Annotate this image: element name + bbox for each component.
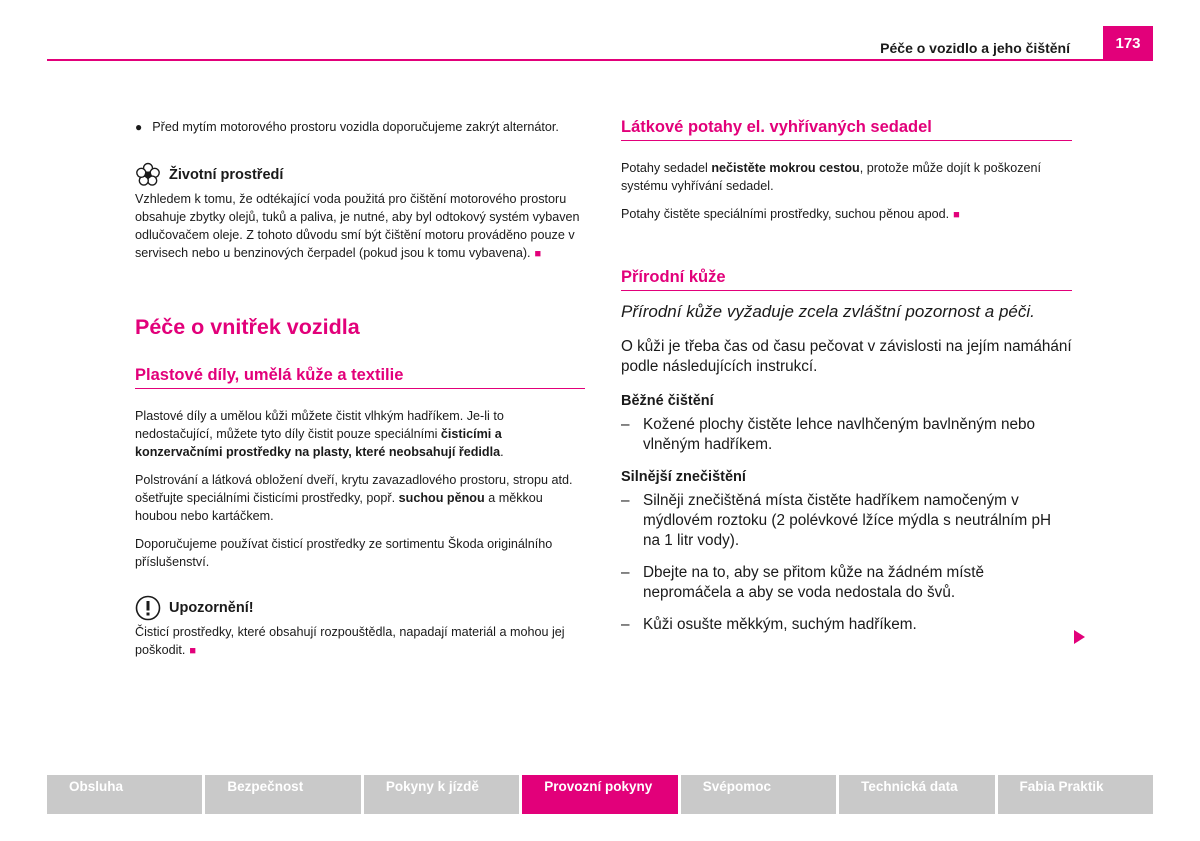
continue-arrow-icon (1074, 630, 1085, 644)
chapter-nav (47, 775, 1153, 814)
tab-svepomoc[interactable]: Svépomoc (681, 775, 836, 814)
environment-text: Vzhledem k tomu, že odtékající voda použitá pro čištění motorového prostoru obsahuje zbytky olejů, tuků a paliva, je nutné, aby byl odtokový systém vybaven odlučovačem oleje. Z tohoto důvodu smí být čištění motoru prováděno pouze v servisech nebo u benzinových čerpadel (pokud jsou k tomu vybavena). ■ (135, 192, 580, 260)
running-title: Péče o vozidlo a jeho čištění (880, 40, 1070, 56)
list-item: – Silněji znečištěná místa čistěte hadříkem namočeným v mýdlovém roztoku (2 polévkové lžíce mýdla s neutrálním pH na 1 litr vody). (621, 492, 1052, 549)
exclamation-icon (135, 595, 161, 621)
left-column (135, 118, 585, 660)
leather-lead: Přírodní kůže vyžaduje zcela zvláštní pozornost a péči. (621, 302, 1035, 321)
plastics-paragraph-2: Polstrování a látková obložení dveří, krytu zavazadlového prostoru, stropu atd. ošetřujte speciálními čisticími prostředky, popř. suchou pěnou a měkkou houbou nebo kartáčkem. (135, 473, 573, 523)
environment-heading: Životní prostředí (135, 162, 585, 188)
warning-heading: Upozornění! (135, 595, 585, 621)
end-mark: ■ (953, 209, 960, 221)
fabric-heading: Látkové potahy el. vyhřívaných sedadel (621, 118, 1072, 141)
leather-intro: O kůži je třeba čas od času pečovat v závislosti na jejím namáhání podle následujících instrukcí. (621, 338, 1072, 375)
end-mark: ■ (189, 645, 197, 657)
tab-provozni-pokyny[interactable]: Provozní pokyny (522, 775, 677, 814)
tab-technicka-data[interactable]: Technická data (839, 775, 994, 814)
fabric-paragraph-1: Potahy sedadel nečistěte mokrou cestou, protože může dojít k poškození systému vyhřívání sedadel. (621, 161, 1042, 193)
list-item: – Dbejte na to, aby se přitom kůže na žádném místě nepromáčela a aby se voda nedostala do švů. (621, 564, 984, 601)
plastics-heading: Plastové díly, umělá kůže a textilie (135, 366, 585, 389)
environment-note (135, 162, 585, 263)
leather-heading: Přírodní kůže (621, 268, 1072, 291)
plastics-paragraph-1: Plastové díly a umělou kůži můžete čistit vlhkým hadříkem. Je-li to nedostačující, můžete tyto díly čistit pouze speciálními čisticími a konzervačními prostředky na plasty, které neobsahují ředidla. (135, 409, 504, 459)
fabric-paragraph-2: Potahy čistěte speciálními prostředky, suchou pěnou apod. ■ (621, 207, 960, 221)
list-item: – Kožené plochy čistěte lehce navlhčeným bavlněným nebo vlněným hadříkem. (621, 416, 1036, 453)
warning-text: Čisticí prostředky, které obsahují rozpouštědla, napadají materiál a mohou jej poškodit. ■ (135, 625, 565, 657)
plastics-paragraph-3: Doporučujeme používat čisticí prostředky ze sortimentu Škoda originálního příslušenství. (135, 537, 553, 569)
tab-fabia-praktik[interactable]: Fabia Praktik (998, 775, 1153, 814)
regular-cleaning-heading: Běžné čištění (621, 393, 714, 409)
page-number: 173 (1103, 26, 1153, 60)
tab-obsluha[interactable]: Obsluha (47, 775, 202, 814)
bullet-paragraph: ● Před mytím motorového prostoru vozidla doporučujeme zakrýt alternátor. (135, 120, 559, 134)
list-item: – Kůži osušte měkkým, suchým hadříkem. (621, 616, 917, 633)
header-rule (47, 59, 1153, 61)
tab-pokyny-k-jizde[interactable]: Pokyny k jízdě (364, 775, 519, 814)
bullet-icon: ● (135, 120, 143, 134)
heavy-dirt-heading: Silnější znečištění (621, 469, 746, 485)
right-column (621, 118, 1072, 635)
section-title: Péče o vnitřek vozidla (135, 315, 360, 339)
flower-icon (135, 162, 161, 188)
tab-bezpecnost[interactable]: Bezpečnost (205, 775, 360, 814)
warning-note (135, 595, 585, 660)
end-mark: ■ (534, 248, 542, 260)
